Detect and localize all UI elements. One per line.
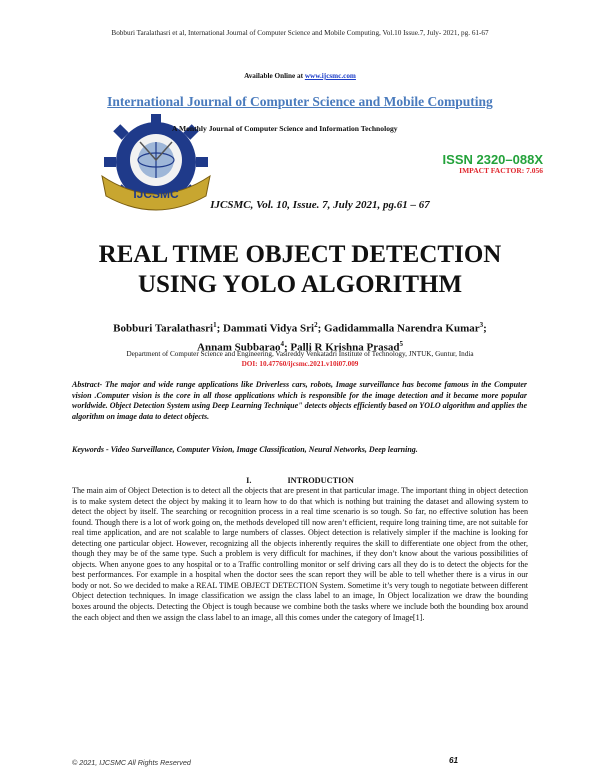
author-name: Dammati Vidya Sri (223, 322, 315, 335)
author-separator: ; (317, 322, 325, 335)
paper-title (0, 240, 600, 300)
author-name: Bobburi Taralathasri (113, 322, 214, 335)
author-affiliation-mark: 3 (479, 321, 484, 329)
journal-website-link[interactable]: www.ijcsmc.com (304, 72, 356, 80)
intro-paragraph: The main aim of Object Detection is to detect all the objects that are present in that particular image. The important thing in object detection is to make system detect the object by making it to learn how to do that which is nothing but training the dataset and allowing system to detect the object by itself. The searching or recognition process in a real time scenario is so tough. So far, no effective solution has been found. Though there is a lot of work going on, the methods developed till now aren’t efficient, require long training time, are not suitable for real time application, and are not scalable to large numbers of classes. Object detection is relatively simpler if the machine is looking for detecting one particular object. However, recognizing all the objects inherently requires the skill to differentiate one object from the other, though they may be of the same type. Such a problem is very difficult for machines, if they don’t know about the various possibilities of objects. When anyone goes to any hospital or to a Traffic controlling monitor or self driving cars all they do is to detect the objects for the best performances. For example in a hospital when the doctor sees the scan report they will be able to tell whether there is a virus in our body or not. So we decided to make a REAL TIME OBJECT DETECTION System. Sometime it’s very tough to negotiate between different Object detection techniques. In image classification we assign the class label to an image, In Object localization we draw the bounding boxes around the objects. Detecting the Object is tough because we combine both the tasks where we include both the bounding box around the each object and then we assign the class label to an image, all this comes under the category of Image[1]. (72, 486, 528, 622)
author-name: Annam Subbarao (197, 341, 281, 354)
available-online-label: Available Online at (244, 72, 305, 80)
logo-text: IJCSMC (133, 187, 179, 201)
paper-title-line-2: USING YOLO ALGORITHM (137, 271, 463, 298)
page-number: 61 (449, 756, 459, 765)
section-title: INTRODUCTION (287, 476, 354, 485)
doi[interactable]: DOI: 10.47760/ijcsmc.2021.v10i07.009 (241, 360, 359, 368)
journal-title[interactable]: International Journal of Computer Science and Mobile Computing (107, 94, 493, 109)
available-online (0, 72, 600, 80)
issn: ISSN 2320–088X (442, 152, 543, 167)
author-separator: ; (283, 341, 291, 354)
citation-line: IJCSMC, Vol. 10, Issue. 7, July 2021, pg.61 – 67 (210, 199, 430, 211)
abstract: Abstract- The major and wide range applications like Driverless cars, robots, Image surveillance has become famous in the Computer vision .Computer vision is the core in all those applications which is responsible for the image detection and it became more popular worldwide. Object Detection System using Deep Learning Technique" detects objects efficiently based on YOLO algorithm and applies the algorithm on image data to detect objects. (72, 380, 527, 421)
section-heading (0, 476, 600, 485)
author-separator: ; (216, 322, 224, 335)
introduction-body (72, 486, 528, 623)
author-affiliation-mark: 2 (314, 321, 318, 329)
author-affiliation-mark: 4 (280, 339, 284, 348)
affiliation: Department of Computer Science and Engineering, Vasireddy Venkatadri Institute of Technology, JNTUK, Guntur, India (126, 350, 474, 358)
impact-factor: IMPACT FACTOR: 7.056 (459, 166, 543, 175)
paper-title-line-1: REAL TIME OBJECT DETECTION (98, 241, 502, 268)
author-affiliation-mark: 1 (213, 321, 217, 329)
author-separator: ; (483, 322, 487, 335)
author-name: Palli R Krishna Prasad (290, 341, 400, 354)
keywords: Keywords - Video Surveillance, Computer Vision, Image Classification, Neural Networks, Deep learning. (72, 445, 418, 454)
author-affiliation-mark: 5 (399, 339, 403, 348)
section-number: I. (246, 476, 252, 485)
author-name: Gadidammalla Narendra Kumar (324, 322, 480, 335)
footer-copyright: © 2021, IJCSMC All Rights Reserved (72, 758, 191, 767)
journal-subtitle: A Monthly Journal of Computer Science and Information Technology (172, 124, 398, 133)
running-head: Bobburi Taralathasri et al, International Journal of Computer Science and Mobile Computing, Vol.10 Issue.7, July- 2021, pg. 61-67 (111, 29, 489, 37)
